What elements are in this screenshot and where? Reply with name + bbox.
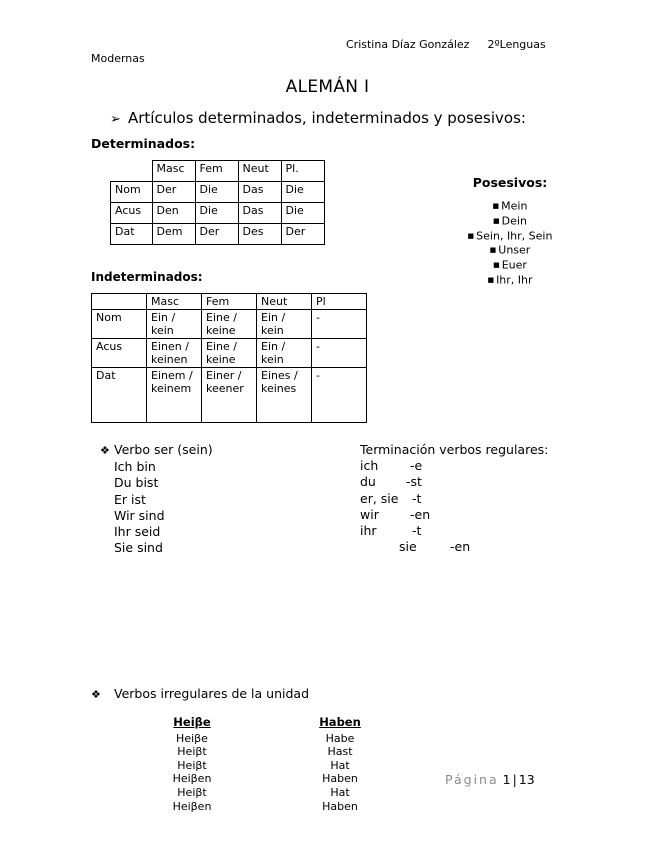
table-row — [92, 310, 367, 339]
list-item: Heiβt — [177, 785, 207, 799]
table-cell: Dat — [92, 368, 147, 423]
list-item: Heiβt — [177, 758, 207, 772]
determinados-table — [110, 160, 325, 245]
table-cell: Einen / keinen — [147, 339, 202, 368]
footer-label: Página — [445, 772, 499, 787]
table-cell: Ein / kein — [147, 310, 202, 339]
table-cell: Nom — [92, 310, 147, 339]
terminacion-title: Terminación verbos regulares: — [360, 442, 549, 457]
square-bullet-icon: ■ — [492, 202, 500, 210]
table-cell: Die — [281, 182, 324, 203]
list-item: wir -en — [360, 506, 431, 522]
square-bullet-icon: ■ — [489, 246, 497, 255]
list-item: er, sie -t — [360, 490, 422, 506]
list-item: Wir sind — [114, 507, 165, 523]
table-cell: Eine / keine — [202, 339, 257, 368]
table-cell: - — [312, 310, 367, 339]
table-cell: - — [312, 339, 367, 368]
table-cell: Einer / keener — [202, 368, 257, 423]
list-item: ihr -t — [360, 522, 422, 538]
list-item: sie -en — [399, 539, 471, 555]
square-bullet-icon: ■ — [467, 231, 475, 240]
table-cell: - — [312, 368, 367, 423]
irregulares-heading — [91, 686, 309, 701]
footer-total: 13 — [518, 772, 535, 787]
table-row — [111, 182, 325, 203]
list-item: Heiβe — [176, 731, 208, 745]
arrow-bullet-icon: ➢ — [110, 112, 121, 127]
list-item: ■ Mein — [492, 199, 528, 213]
verbo-ser-title: Verbo ser (sein) — [114, 442, 213, 457]
table-row — [111, 224, 325, 245]
table-header-cell: Pl. — [281, 161, 324, 182]
list-item: Heiβen — [172, 772, 212, 786]
list-item: Ich bin — [114, 459, 156, 475]
table-cell: Ein / kein — [257, 310, 312, 339]
list-item: ■ Ihr, Ihr — [487, 273, 533, 286]
footer-separator: | — [512, 772, 517, 787]
table-header-cell: Neut — [257, 294, 312, 310]
table-cell: Nom — [111, 182, 153, 203]
list-item: ■ Unser — [489, 243, 531, 257]
heisse-column — [152, 716, 232, 813]
table-cell: Der — [195, 224, 238, 245]
table-row — [111, 203, 325, 224]
table-corner-cell — [92, 294, 147, 310]
list-item: ■ Euer — [493, 258, 527, 272]
haben-column — [300, 716, 380, 813]
table-header-cell: Fem — [195, 161, 238, 182]
table-cell: Des — [238, 224, 281, 245]
verbo-ser-block — [100, 442, 213, 556]
list-item: ■ Dein — [493, 214, 527, 227]
square-bullet-icon: ■ — [487, 275, 495, 284]
posesivos-list — [452, 199, 568, 288]
list-item: Haben — [322, 772, 358, 786]
list-item: Sie sind — [114, 540, 163, 556]
determinados-heading: Determinados: — [91, 136, 196, 151]
list-item: ich -e — [360, 458, 423, 474]
table-cell: Acus — [92, 339, 147, 368]
page-footer — [445, 772, 535, 787]
terminacion-block — [360, 442, 548, 555]
table-cell: Eines / keines — [257, 368, 312, 423]
table-header-cell: Fem — [202, 294, 257, 310]
table-header-cell: Masc — [152, 161, 195, 182]
table-corner-cell — [111, 161, 153, 182]
table-cell: Dem — [152, 224, 195, 245]
list-item: Er ist — [114, 491, 146, 507]
list-item: du -st — [360, 474, 422, 490]
table-cell: Der — [281, 224, 324, 245]
list-item: Hast — [327, 745, 353, 759]
header-course: 2ºLenguas — [487, 38, 546, 51]
page-title: ALEMÁN I — [285, 77, 370, 97]
table-cell: Den — [152, 203, 195, 224]
header-course-continuation: Modernas — [91, 52, 145, 65]
indeterminados-table — [91, 293, 367, 423]
table-header-row — [92, 294, 367, 310]
posesivos-heading: Posesivos: — [472, 175, 548, 190]
table-cell: Das — [238, 182, 281, 203]
list-item: Hat — [330, 758, 350, 772]
table-cell: Eine / keine — [202, 310, 257, 339]
table-header-row — [111, 161, 325, 182]
table-cell: Die — [195, 203, 238, 224]
header-author: Cristina Díaz González — [346, 38, 470, 51]
list-item: ■ Sein, Ihr, Sein — [467, 228, 553, 242]
table-header-cell: Pl — [312, 294, 367, 310]
diamond-bullet-icon: ❖ — [100, 444, 110, 457]
table-cell: Ein / kein — [257, 339, 312, 368]
table-cell: Die — [195, 182, 238, 203]
list-item: Heiβen — [172, 799, 212, 813]
list-item: Hat — [330, 785, 350, 799]
header-author-line — [346, 38, 546, 51]
table-cell: Dat — [111, 224, 153, 245]
irregulares-title: Verbos irregulares de la unidad — [114, 686, 310, 701]
table-row — [92, 368, 367, 423]
footer-page: 1 — [502, 772, 511, 787]
table-header-cell: Neut — [238, 161, 281, 182]
subtitle-text: Artículos determinados, indeterminados y posesivos: — [128, 109, 526, 127]
table-cell: Acus — [111, 203, 153, 224]
table-row — [92, 339, 367, 368]
list-item: Haben — [322, 799, 358, 813]
diamond-bullet-icon: ❖ — [91, 688, 101, 701]
table-cell: Einem / keinem — [147, 368, 202, 423]
column-heading: Heiβe — [173, 715, 211, 729]
list-item: Du bist — [114, 475, 159, 491]
table-cell: Die — [281, 203, 324, 224]
list-item: Ihr seid — [114, 524, 161, 540]
square-bullet-icon: ■ — [493, 216, 500, 225]
square-bullet-icon: ■ — [493, 261, 500, 269]
table-cell: Das — [238, 203, 281, 224]
column-heading: Haben — [319, 715, 361, 729]
indeterminados-heading: Indeterminados: — [91, 270, 203, 284]
list-item: Habe — [325, 731, 355, 745]
table-header-cell: Masc — [147, 294, 202, 310]
list-item: Heiβt — [177, 745, 207, 759]
subtitle — [110, 109, 526, 127]
table-cell: Der — [152, 182, 195, 203]
